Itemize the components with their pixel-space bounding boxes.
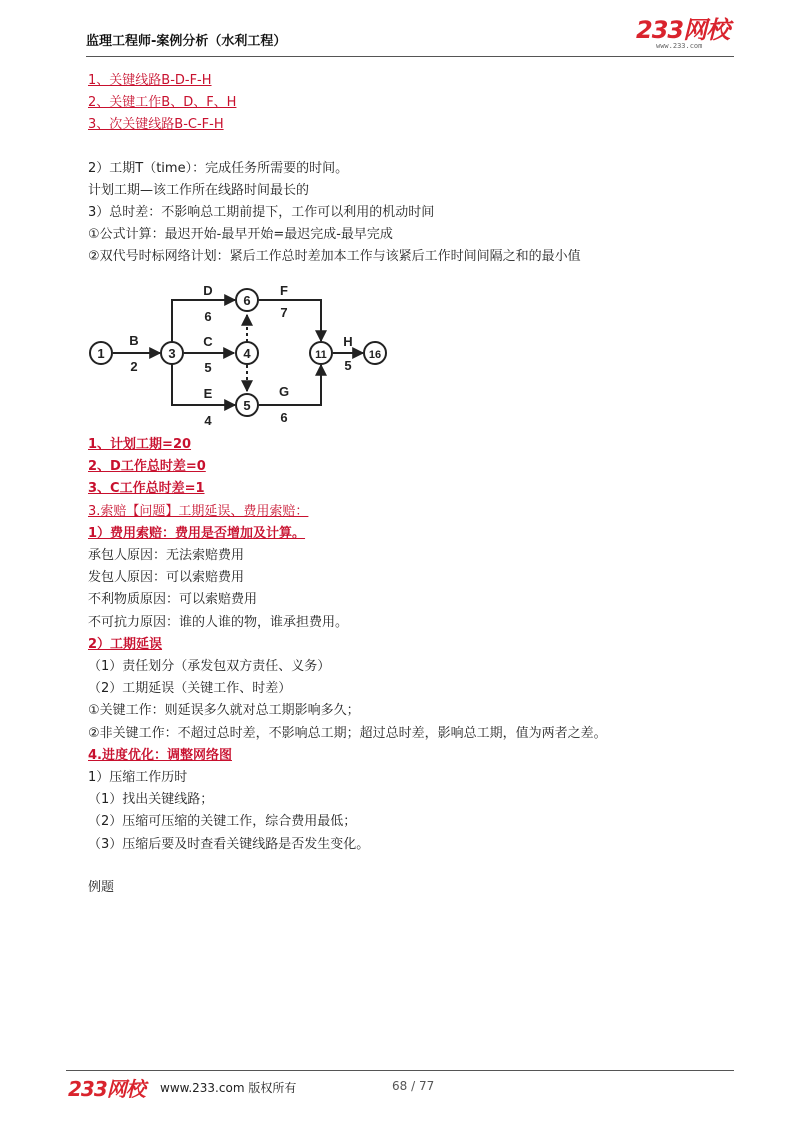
critical-path-line: 1、关键线路B-D-F-H (88, 73, 212, 88)
claims-heading: 3.索赔【问题】工期延误、费用索赔： (88, 503, 309, 519)
optimization-line: （3）压缩后要及时查看关键线路是否发生变化。 (88, 836, 370, 852)
logo-text: 233网校 (636, 16, 730, 44)
activity-duration: 7 (280, 305, 288, 320)
logo-url: www.233.com (656, 42, 703, 50)
footer-copyright: www.233.com 版权所有 (160, 1081, 297, 1095)
sub-critical-path-line: 3、次关键线路B-C-F-H (88, 117, 224, 132)
planned-duration-result: 1、计划工期=20 (88, 437, 192, 452)
activity-name: G (278, 384, 290, 399)
arrow-g (259, 365, 321, 405)
c-float-result: 3、C工作总时差=1 (88, 481, 205, 497)
critical-work-line: 2、关键工作B、D、F、H (88, 95, 237, 110)
delay-heading: 2）工期延误 (88, 636, 163, 652)
planned-duration: 计划工期—该工作所在线路时间最长的 (88, 183, 310, 198)
cost-claim-line: 承包人原因：无法索赔费用 (88, 548, 245, 564)
activity-duration: 6 (280, 410, 288, 425)
node-label: 6 (243, 293, 251, 308)
optimization-heading: 4.进度优化：调整网络图 (88, 747, 232, 763)
d-float-result: 2、D工作总时差=0 (88, 459, 206, 475)
cost-claim-line: 不可抗力原因：谁的人谁的物，谁承担费用。 (88, 614, 349, 630)
cost-claim-line: 不利物质原因：可以索赔费用 (88, 592, 258, 608)
node-label: 11 (315, 349, 327, 361)
cost-claim-heading: 1）费用索赔：费用是否增加及计算。 (88, 525, 306, 541)
network-diagram (86, 283, 396, 433)
delay-line: （2）工期延误（关键工作、时差） (88, 681, 292, 697)
node-label: 1 (97, 346, 105, 361)
optimization-line: （2）压缩可压缩的关键工作，综合费用最低； (88, 814, 357, 830)
activity-name: H (343, 334, 353, 349)
delay-line: ①关键工作：则延误多久就对总工期影响多久； (88, 703, 360, 719)
spacer (88, 136, 728, 158)
time-scaled-line: ②双代号时标网络计划：紧后工作总时差加本工作与该紧后工作时间间隔之和的最小值 (88, 249, 581, 264)
activity-name: E (203, 386, 213, 401)
delay-line: ②非关键工作：不超过总时差，不影响总工期；超过总时差，影响总工期，值为两者之差。 (88, 725, 607, 741)
activity-name: B (129, 333, 139, 348)
optimization-line: （1）找出关键线路； (88, 792, 214, 808)
footer-logo[interactable]: 233网校 (68, 1077, 145, 1101)
content-top (88, 70, 728, 268)
activity-duration: 5 (344, 358, 352, 373)
brand-logo[interactable] (636, 18, 746, 52)
activity-duration: 6 (204, 309, 212, 324)
cost-claim-line: 发包人原因：可以索赔费用 (88, 570, 245, 586)
optimization-line: 1）压缩工作历时 (88, 770, 188, 786)
formula-line: ①公式计算：最迟开始-最早开始=最迟完成-最早完成 (88, 227, 393, 242)
activity-name: D (203, 283, 213, 298)
header-divider (86, 56, 734, 57)
node-label: 3 (168, 346, 176, 361)
example-label: 例题 (88, 880, 115, 895)
activity-name: C (203, 334, 213, 349)
arrow-f (259, 300, 321, 341)
node-label: 4 (243, 346, 251, 361)
activity-duration: 2 (130, 359, 138, 374)
footer-divider (66, 1070, 734, 1071)
total-float-definition: 3）总时差：不影响总工期前提下，工作可以利用的机动时间 (88, 205, 435, 220)
node-label: 16 (368, 349, 382, 361)
activity-duration: 4 (204, 413, 212, 428)
page-number: 68 / 77 (392, 1079, 435, 1093)
activity-name: F (280, 283, 288, 298)
node-label: 5 (243, 398, 251, 413)
content-bottom (88, 434, 728, 856)
duration-definition: 2）工期T（time）：完成任务所需要的时间。 (88, 161, 349, 176)
document-title: 监理工程师-案例分析（水利工程） (86, 34, 287, 49)
delay-line: （1）责任划分（承发包双方责任、义务） (88, 659, 331, 675)
activity-duration: 5 (204, 360, 212, 375)
